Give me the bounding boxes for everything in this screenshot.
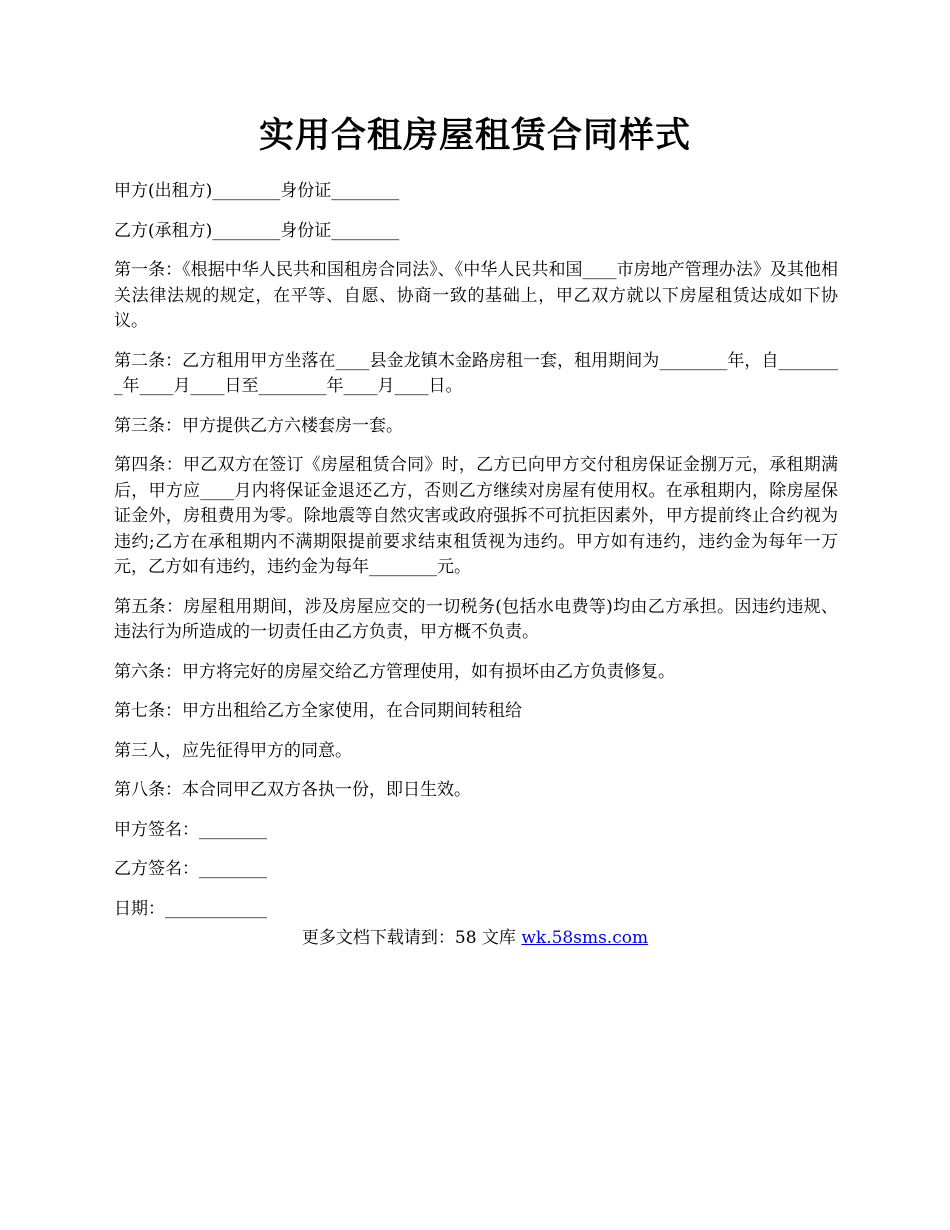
clause-7-continued: 第三人，应先征得甲方的同意。 [114, 740, 352, 761]
footer [0, 926, 950, 950]
party-a-signature: 甲方签名：________ [114, 819, 267, 840]
footer-prefix: 更多文档下载请到：58 文库 [301, 928, 522, 948]
contract-body [114, 179, 838, 936]
clause-6: 第六条：甲方将完好的房屋交给乙方管理使用，如有损坏由乙方负责修复。 [114, 661, 675, 682]
clause-7: 第七条：甲方出租给乙方全家使用，在合同期间转租给 [114, 701, 522, 721]
clause-3: 第三条：甲方提供乙方六楼套房一套。 [114, 415, 403, 436]
clause-2: 第二条：乙方租用甲方坐落在____县金龙镇木金路房租一套，租用期间为________年，自________年____月____日至________年____月____日。 [114, 350, 838, 396]
party-b-line: 乙方(承租方)________身份证________ [114, 220, 400, 241]
document-title: 实用合租房屋租赁合同样式 [258, 115, 691, 156]
clause-1: 第一条：《根据中华人民共和国租房合同法》、《中华人民共和国____市房地产管理办法》及其他相关法律法规的规定，在平等、自愿、协商一致的基础上，甲乙双方就以下房屋租赁达成如下协议。 [114, 260, 838, 331]
clause-5: 第五条：房屋租用期间，涉及房屋应交的一切税务(包括水电费等)均由乙方承担。因违约违规、违法行为所造成的一切责任由乙方负责，甲方概不负责。 [114, 596, 838, 642]
clause-4: 第四条：甲乙双方在签订《房屋租赁合同》时，乙方已向甲方交付租房保证金捌万元，承租期满后，甲方应____月内将保证金退还乙方，否则乙方继续对房屋有使用权。在承租期内，除房屋保证金外，房租费用为零。除地震等自然灾害或政府强拆不可抗拒因素外，甲方提前终止合约视为违约;乙方在承租期内不满期限提前要求结束租赁视为违约。甲方如有违约，违约金为每年一万元，乙方如有违约，违约金为每年________元。 [114, 455, 838, 577]
party-b-signature: 乙方签名：________ [114, 859, 267, 879]
footer-link[interactable]: wk.58sms.com [521, 928, 649, 948]
party-a-line: 甲方(出租方)________身份证________ [114, 181, 400, 201]
date-line: 日期：____________ [114, 898, 267, 919]
clause-8: 第八条：本合同甲乙双方各执一份，即日生效。 [114, 780, 471, 800]
